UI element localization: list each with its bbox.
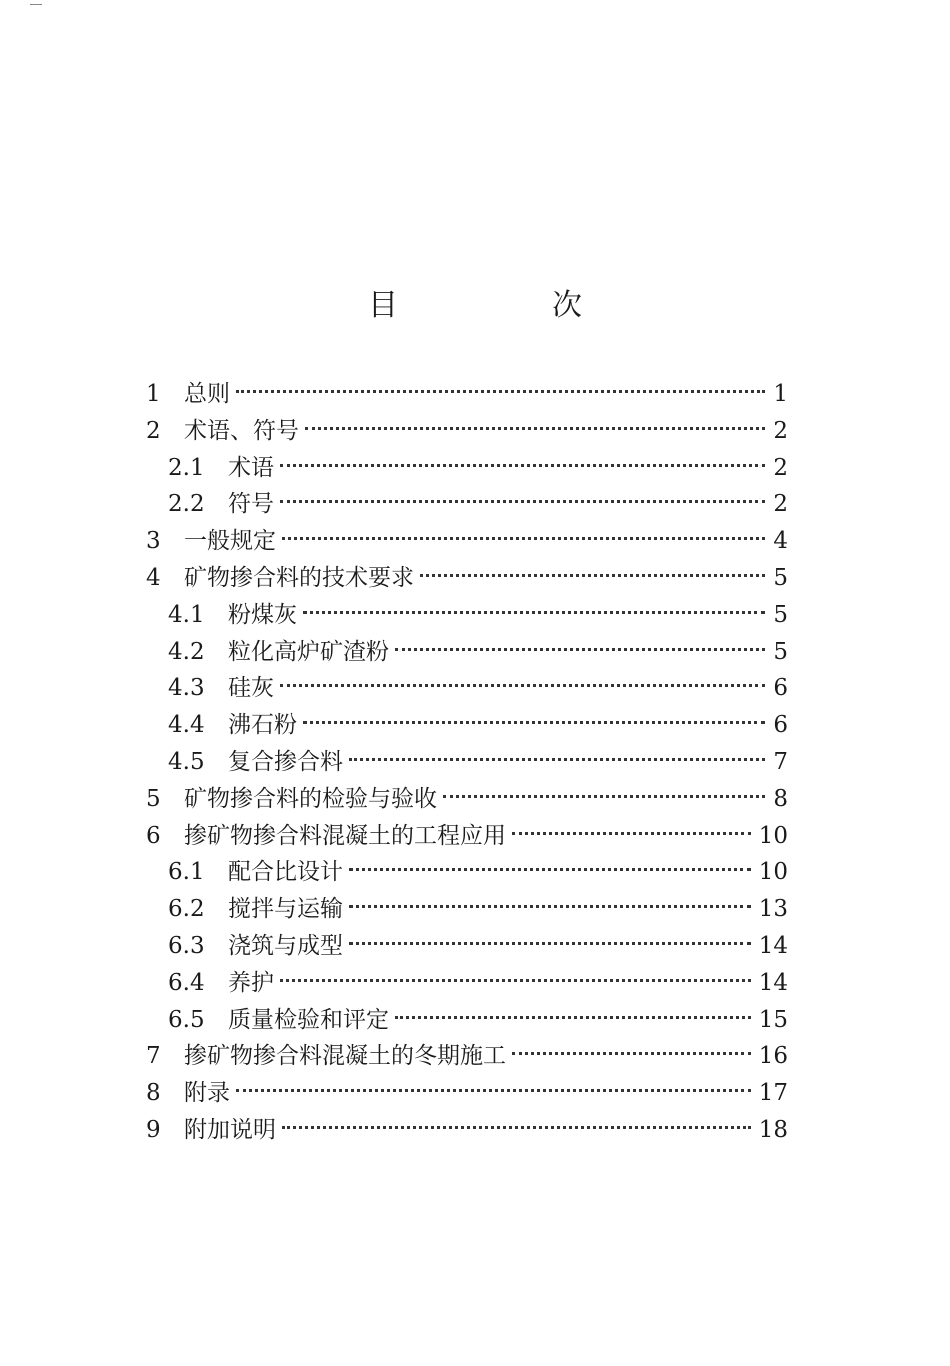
scan-corner-mark [30,4,42,5]
dot-leader [282,537,765,540]
toc-label: 附加说明 [184,1116,276,1143]
toc-entry-2-2[interactable] [146,486,788,523]
toc-label: 质量检验和评定 [228,1006,389,1033]
toc-number: 4.4 [168,712,205,739]
toc-entry-8[interactable] [146,1075,788,1112]
toc-number: 8 [146,1080,161,1107]
toc-page-number: 2 [773,491,788,518]
toc-number: 2 [146,417,161,444]
toc-entry-6-2[interactable] [146,891,788,928]
dot-leader [349,758,765,761]
toc-number: 6.2 [168,896,205,923]
toc-number: 5 [146,785,161,812]
toc-label: 一般规定 [184,528,276,555]
dot-leader [236,1089,751,1092]
toc-page-number: 4 [773,528,788,555]
toc-number: 9 [146,1116,161,1143]
toc-label: 浇筑与成型 [228,932,343,959]
toc-number: 6.4 [168,969,205,996]
dot-leader [349,868,751,871]
toc-number: 1 [146,381,161,407]
toc-page-number: 10 [758,859,788,886]
toc-page-number: 5 [773,601,788,628]
page-title: 目 次 [368,288,644,323]
toc-label: 术语 [228,454,274,481]
dot-leader [280,684,765,687]
toc-page-number: 6 [773,675,788,702]
toc-entry-1[interactable] [146,376,788,413]
toc-label: 附录 [184,1080,230,1107]
toc-number: 6.5 [168,1006,205,1033]
toc-number: 6.1 [168,859,205,886]
toc-entry-6[interactable] [146,818,788,855]
dot-leader [280,464,765,467]
dot-leader [443,795,765,798]
dot-leader [280,979,751,982]
toc-number: 3 [146,528,161,555]
toc-label: 养护 [228,969,274,996]
toc-entry-5[interactable] [146,781,788,818]
toc-label: 矿物掺合料的检验与验收 [184,785,437,812]
toc-page-number: 14 [758,932,788,959]
dot-leader [236,390,765,393]
toc-number: 2.1 [168,454,205,481]
toc-entry-4-5[interactable] [146,744,788,781]
toc-label: 掺矿物掺合料混凝土的工程应用 [184,822,506,849]
toc-number: 2.2 [168,491,205,518]
toc-label: 配合比设计 [228,859,343,886]
toc-number: 4.1 [168,601,205,628]
dot-leader [305,427,765,430]
toc-label: 掺矿物掺合料混凝土的冬期施工 [184,1043,506,1070]
toc-number: 4.5 [168,748,205,775]
toc-label: 粉煤灰 [228,601,297,628]
toc-page-number: 2 [773,454,788,481]
toc-entry-2[interactable] [146,413,788,450]
toc-label: 总则 [184,381,230,407]
toc-number: 6 [146,822,161,849]
toc-label: 矿物掺合料的技术要求 [184,564,414,591]
toc-entry-4-1[interactable] [146,597,788,634]
toc-entry-4-3[interactable] [146,670,788,707]
toc-page-number: 13 [758,896,788,923]
toc-page-number: 1 [773,381,788,407]
toc-page-number: 2 [773,417,788,444]
toc-number: 4.2 [168,638,205,665]
toc-page-number: 14 [758,969,788,996]
dot-leader [512,832,751,835]
toc-number: 4.3 [168,675,205,702]
toc-entry-4-2[interactable] [146,634,788,671]
toc-entry-3[interactable] [146,523,788,560]
toc-entry-6-4[interactable] [146,965,788,1002]
toc-label: 搅拌与运输 [228,896,343,923]
toc-page-number: 5 [773,564,788,591]
toc-entry-4[interactable] [146,560,788,597]
dot-leader [282,1126,751,1129]
toc-label: 术语、符号 [184,417,299,444]
dot-leader [395,1016,751,1019]
toc-entry-6-3[interactable] [146,928,788,965]
toc-number: 7 [146,1043,161,1070]
toc-entry-7[interactable] [146,1038,788,1075]
toc-entry-6-5[interactable] [146,1002,788,1039]
dot-leader [395,648,765,651]
toc-label: 沸石粉 [228,712,297,739]
toc-page-number: 16 [758,1043,788,1070]
toc-page-number: 7 [773,748,788,775]
dot-leader [512,1052,751,1055]
toc-page-number: 5 [773,638,788,665]
toc-entry-4-4[interactable] [146,707,788,744]
toc-number: 4 [146,564,161,591]
toc-page-number: 18 [758,1116,788,1143]
toc-label: 硅灰 [228,675,274,702]
toc-label: 符号 [228,491,274,518]
dot-leader [349,942,751,945]
toc-label: 粒化高炉矿渣粉 [228,638,389,665]
dot-leader [303,611,765,614]
toc-page-number: 17 [758,1080,788,1107]
dot-leader [420,574,765,577]
table-of-contents [146,376,788,1149]
dot-leader [280,500,765,503]
toc-entry-2-1[interactable] [146,450,788,487]
toc-page-number: 15 [758,1006,788,1033]
toc-number: 6.3 [168,932,205,959]
toc-entry-9[interactable] [146,1112,788,1149]
toc-page-number: 10 [758,822,788,849]
toc-entry-6-1[interactable] [146,854,788,891]
toc-page-number: 6 [773,712,788,739]
dot-leader [349,905,751,908]
toc-page-number: 8 [773,785,788,812]
dot-leader [303,721,765,724]
toc-label: 复合掺合料 [228,748,343,775]
